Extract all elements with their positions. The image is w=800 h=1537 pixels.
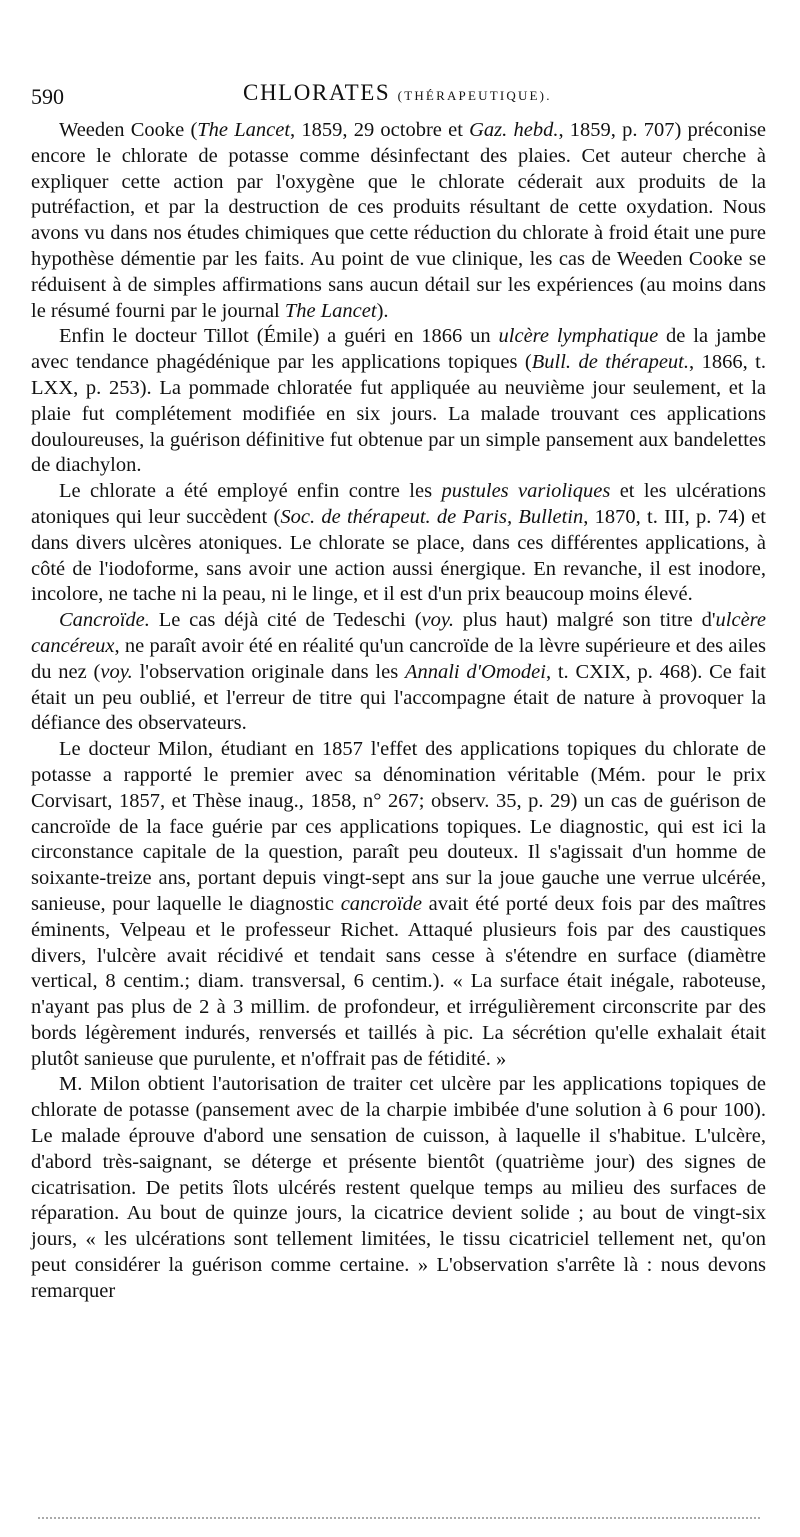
italic-text-run: Bull. de thérapeut. (531, 351, 689, 374)
text-run: Le cas déjà cité de Tedeschi ( (149, 609, 422, 632)
italic-text-run: The Lancet (197, 119, 291, 141)
text-run: , 1859, p. 707) préconise encore le chlorate de potasse comme désinfectant des plaies. Cet auteur cherche à expliquer cette action par l'oxygène que le chlorate céderait aux produits de la putréfaction, et par la destruction de ces produits résultant de cette oxydation. Nous avons vu dans nos études chimiques que cette réduction du chlorate à froid était une pure hypothèse démentie par les faits. Au point de vue clinique, les cas de Weeden Cooke se réduisent à de simples affirmations sans aucun détail sur les expériences (au moins dans le résumé fourni par le journal (31, 119, 767, 322)
italic-text-run: ulcère lymphatique (498, 325, 659, 348)
italic-text-run: Cancroïde. (59, 609, 150, 632)
running-title-main: CHLORATES (243, 80, 391, 105)
text-run: ). (376, 299, 389, 322)
text-run: plus haut) malgré son titre d' (453, 609, 716, 632)
paragraph-varioliques (31, 479, 766, 608)
text-run: , t. CXIX, p. 468). Ce fait était un peu oublié, et l'erreur de titre qui l'accompagne était de nature à provoquer la défiance des observateurs. (31, 660, 766, 735)
text-run: et les ulcérations atoniques qui leur succèdent ( (31, 480, 766, 528)
text-run: , 1870, t. III, p. 74) et dans divers ulcères atoniques. Le chlorate se place, dans ces différentes applications, à côté de l'iodoforme, sans avoir une action aussi énergique. En revanche, il est inodore, incolore, ne tache ni la peau, ni le linge, et il est d'un prix beaucoup moins élevé. (31, 505, 766, 606)
text-run: Le docteur Milon, étudiant en 1857 l'effet des applications topiques du chlorate de potasse a rapporté le premier avec sa dénomination véritable (Mém. pour le prix Corvisart, 1857, et Thèse inaug., 1858, n° 267; observ. 35, p. 29) un cas de guérison de cancroïde de la face guérie par ces applications topiques. Le diagnostic, qui est ici la circonstance capitale de la question, paraît peu douteux. Il s'agissait d'un homme de soixante-treize ans, portant depuis vingt-sept ans sur la joue gauche une verrue ulcérée, sanieuse, pour laquelle le diagnostic (31, 738, 766, 915)
document-page (31, 78, 766, 1305)
italic-text-run: Gaz. hebd. (469, 119, 559, 141)
text-run: Le chlorate a été employé enfin contre les (59, 480, 442, 503)
paragraph-weeden-cooke (31, 118, 766, 324)
paragraph-cancroide (31, 608, 766, 737)
body-text (31, 118, 766, 1305)
page-number: 590 (31, 84, 64, 109)
text-run: Enfin le docteur Tillot (Émile) a guéri en 1866 un (59, 325, 499, 348)
running-head (31, 78, 766, 118)
paragraph-tillot (31, 324, 766, 479)
italic-text-run: Soc. de thérapeut. de Paris, Bulletin (280, 505, 584, 528)
paragraph-milon-treatment (31, 1072, 766, 1304)
text-run: , 1859, 29 octobre et (290, 119, 470, 141)
text-run: M. Milon obtient l'autorisation de traiter cet ulcère par les applications topiques de chlorate de potasse (pansement avec de la charpie imbibée d'une solution à 6 pour 100). Le malade éprouve d'abord une sensation de cuisson, à laquelle il s'habitue. L'ulcère, d'abord très-saignant, se déterge et présente bientôt (quatrième jour) des signes de cicatrisation. De petits îlots ulcérés restent quelque temps au milieu des surfaces de réparation. Au bout de quinze jours, la cicatrice devient solide ; au bout de vingt-six jours, « les ulcérations sont tellement limitées, le tissu cicatriciel tellement net, qu'on peut considérer la guérison comme certaine. » L'observation s'arrête là : nous devons remarquer (31, 1073, 766, 1302)
running-title-sub: (THÉRAPEUTIQUE). (397, 88, 552, 103)
italic-text-run: voy. (100, 660, 133, 683)
text-run: de la jambe avec tendance phagédénique par les applications topiques ( (31, 325, 766, 374)
text-run: , ne paraît avoir été en réalité qu'un cancroïde de la lèvre supérieure et des ailes du nez ( (31, 634, 766, 683)
bottom-dotted-rule (38, 1517, 760, 1519)
italic-text-run: Annali d'Omodei (404, 660, 546, 683)
italic-text-run: The Lancet (284, 299, 377, 322)
text-run: l'observation originale dans les (132, 660, 405, 683)
italic-text-run: ulcère cancéreux (31, 609, 766, 657)
italic-text-run: cancroïde (340, 892, 422, 915)
running-title (243, 80, 552, 106)
paragraph-milon-1857 (31, 737, 766, 1072)
text-run: , 1866, t. LXX, p. 253). La pommade chloratée fut appliquée au neuvième jour seulement, et la plaie fut complétement modifiée en six jours. La malade trouvant ces applications douloureuses, la guérison définitive fut obtenue par un simple pansement aux bandelettes de diachylon. (31, 351, 766, 477)
text-run: avait été porté deux fois par des maîtres éminents, Velpeau et le professeur Richet. Attaqué plusieurs fois par des caustiques divers, l'ulcère avait récidivé et tendait sans cesse à s'étendre en surface (diamètre vertical, 8 centim.; diam. transversal, 6 centim.). « La surface était inégale, raboteuse, n'ayant pas plus de 2 à 3 millim. de profondeur, et irrégulièrement circonscrite par des bords légèrement indurés, renversés et taillés à pic. La sécrétion qu'elle exhalait était plutôt sanieuse que purulente, et n'offrait pas de fétidité. » (31, 892, 766, 1070)
italic-text-run: voy. (421, 609, 454, 632)
text-run: Weeden Cooke ( (59, 119, 198, 141)
italic-text-run: pustules varioliques (441, 480, 611, 503)
